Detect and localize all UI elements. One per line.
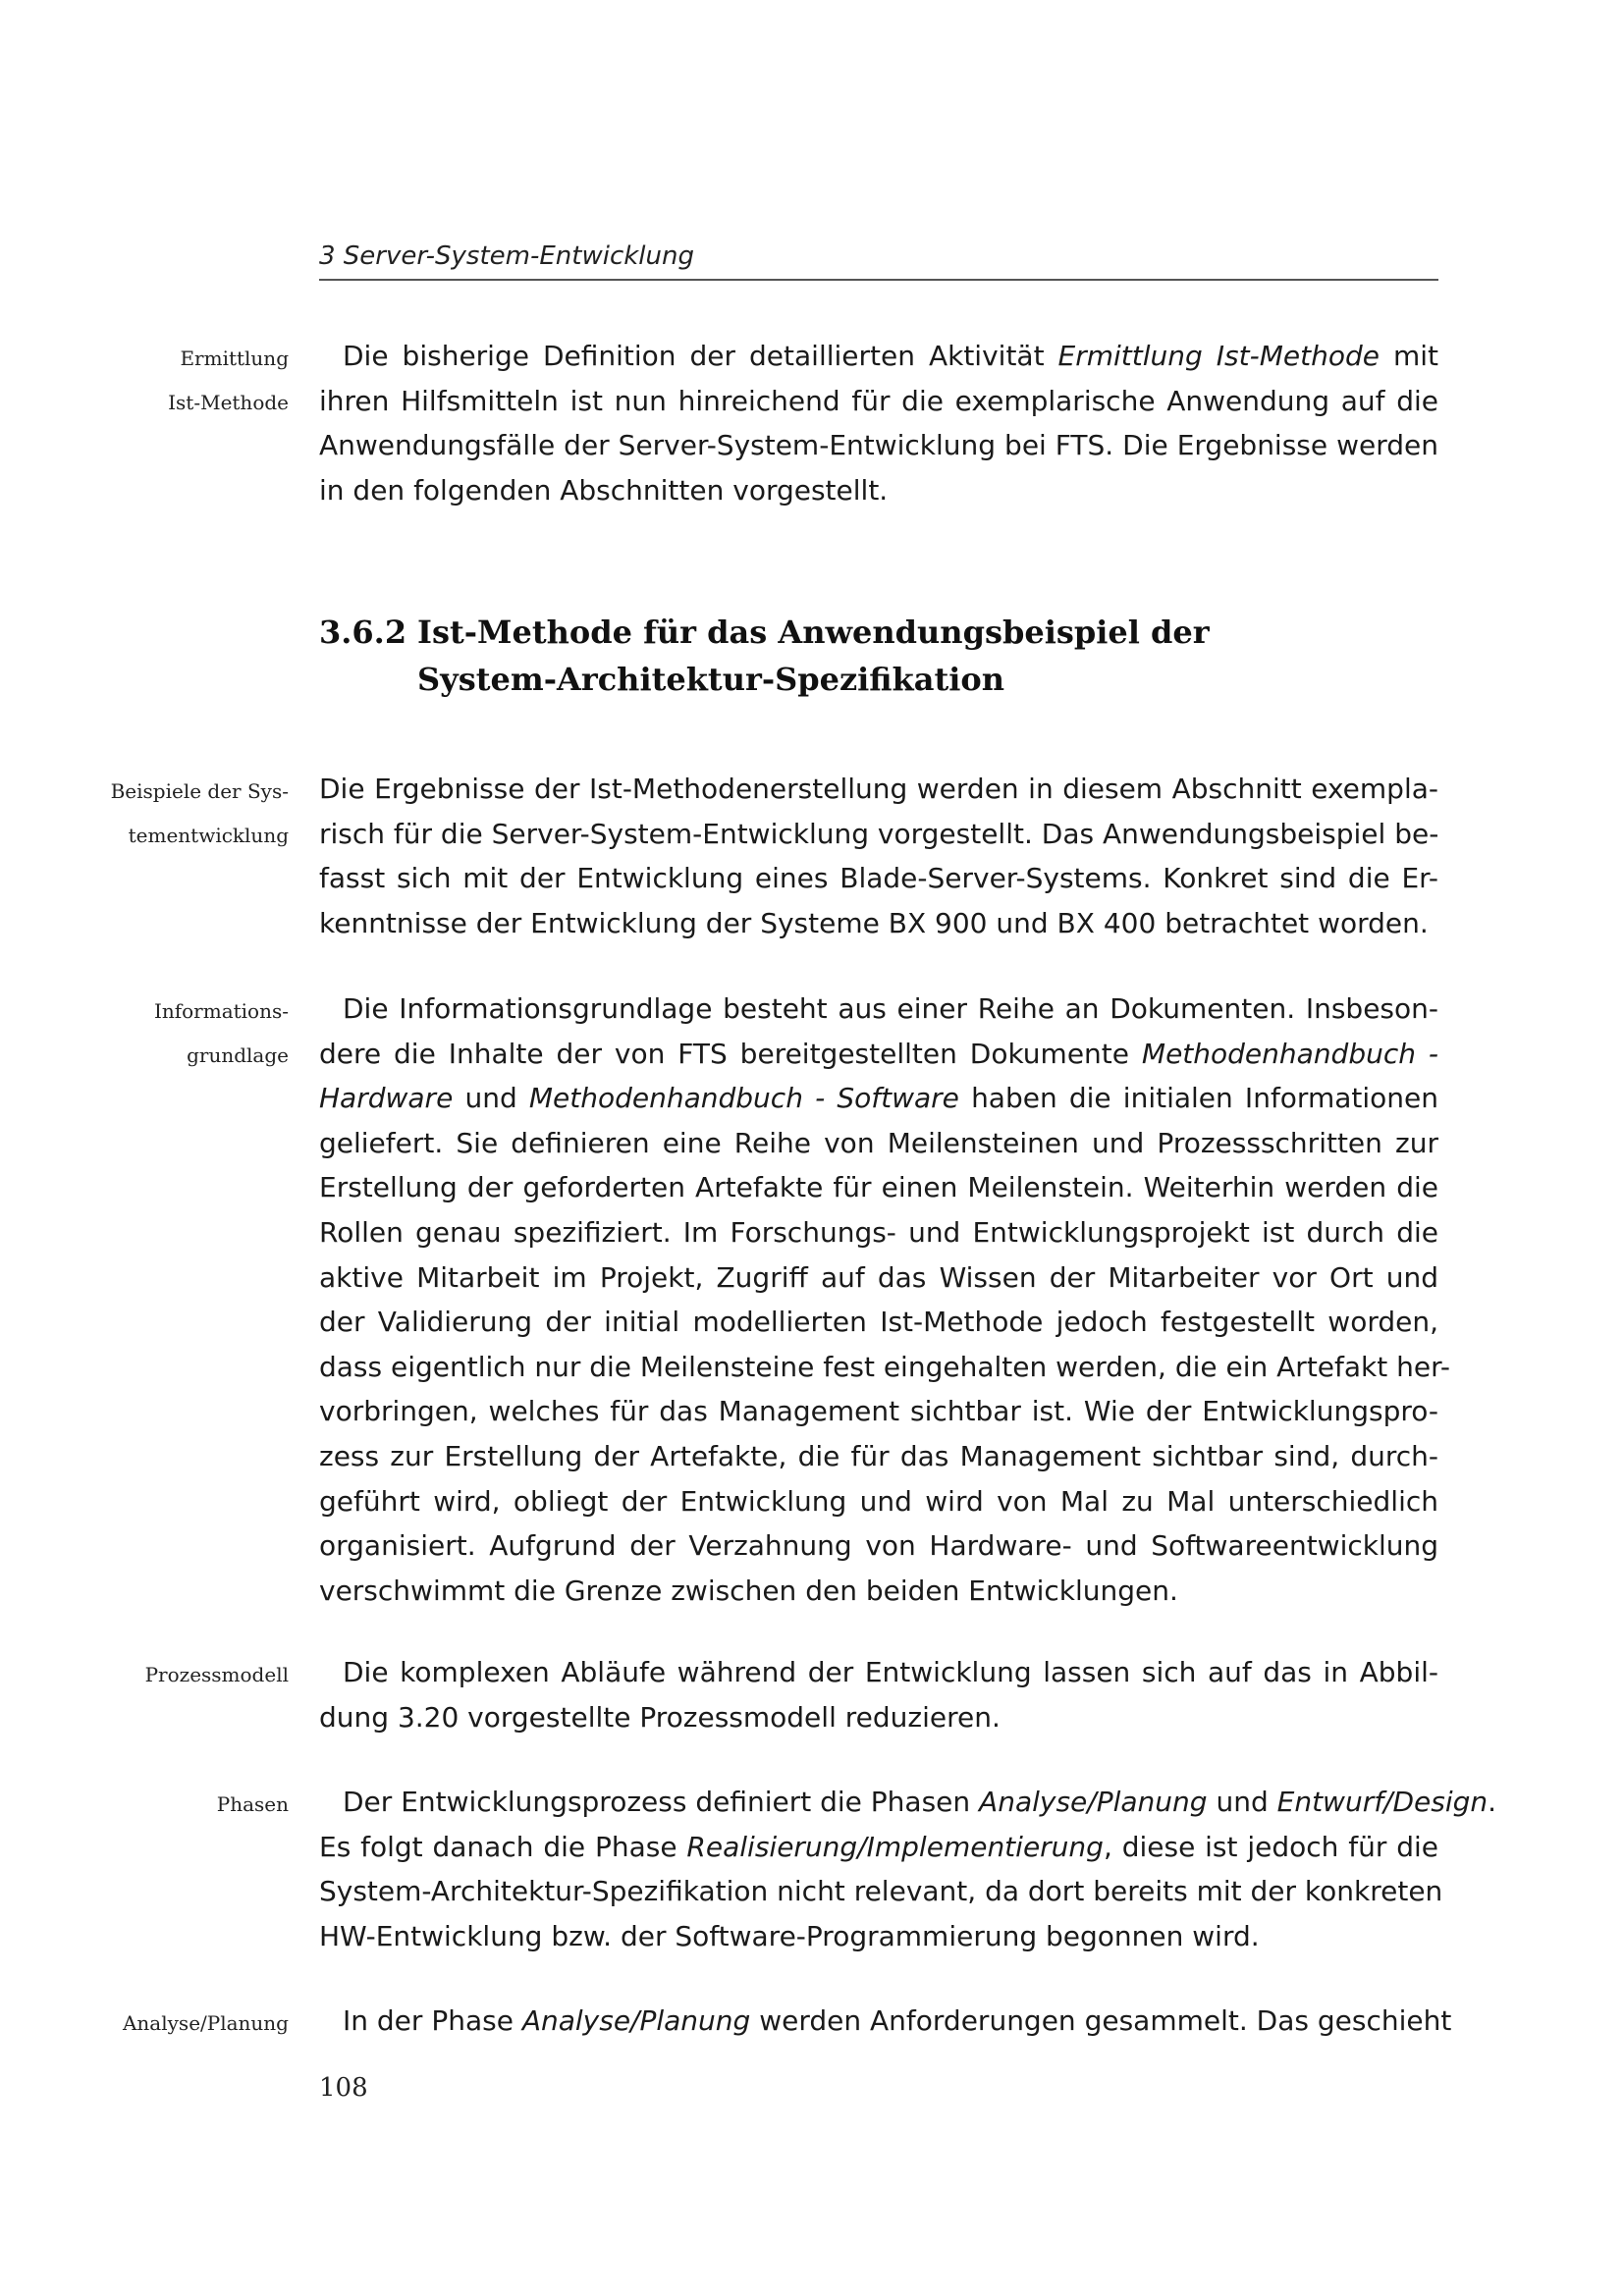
margin-note: Phasen xyxy=(216,1792,289,1816)
running-title: 3 Server-System-Entwicklung xyxy=(319,241,694,271)
paragraph: Die Ergebnisse der Ist-Methodenerstellung werden in diesem Abschnitt exempla- risch für die Server-System-Entwicklung vorgestellt. Das Anwendungsbeispiel be- fasst sich mit der Entwicklung eines Blade-Server-Systems. Konkret sind die Er- kenntnisse der Entwicklung der Systeme BX 900 und BX 400 betrachtet worden. xyxy=(319,773,1439,939)
section-title-line-1: Ist-Methode für das Anwendungsbeispiel der xyxy=(417,614,1210,651)
margin-note: Informations- grundlage xyxy=(153,999,289,1067)
paragraph: Die bisherige Definition der detaillierten Aktivität Ermittlung Ist-Methode mit ihren Hilfsmitteln ist nun hinreichend für die exemplarische Anwendung auf die Anwendungsfälle der Server-System-Entwicklung bei FTS. Die Ergebnisse werden in den folgenden Abschnitten vorgestellt. xyxy=(319,340,1438,507)
section-title-line-2: System-Architektur-Spezifikation xyxy=(417,661,1004,698)
section-number: 3.6.2 xyxy=(319,614,407,651)
paragraph: Die komplexen Abläufe während der Entwicklung lassen sich auf das in Abbil- dung 3.20 vorgestellte Prozessmodell reduzieren. xyxy=(319,1656,1438,1734)
paragraph: Die Informationsgrundlage besteht aus einer Reihe an Dokumenten. Insbeson- dere die Inhalte der von FTS bereitgestellten Dokumente Methodenhandbuch - Hardware und Methodenhandbuch - Software haben die initialen Informationen geliefert. Sie definieren eine Reihe von Meilensteinen und Prozessschritten zur Erstellung der geforderten Artefakte für einen Meilenstein. Weiterhin werden die Rollen genau spezifiziert. Im Forschungs- und Entwicklungsprojekt ist durch die aktive Mitarbeit im Projekt, Zugriff auf das Wissen der Mitarbeiter vor Ort und der Validierung der initial modellierten Ist-Methode jedoch festgestellt worden, dass eigentlich nur die Meilensteine fest eingehalten werden, die ein Artefakt her- vorbringen, welches für das Management sichtbar ist. Wie der Entwicklungspro- zess zur Erstellung der Artefakte, die für das Management sichtbar sind, durch- geführt wird, obliegt der Entwicklung und wird von Mal zu Mal unterschiedlich organisiert. Aufgrund der Verzahnung von Hardware- und Softwareentwicklung verschwimmt die Grenze zwischen den beiden Entwicklungen. xyxy=(319,992,1450,1607)
paragraph: In der Phase Analyse/Planung werden Anforderungen gesammelt. Das geschieht xyxy=(343,2004,1452,2037)
margin-note: Ermittlung Ist-Methode xyxy=(168,347,289,414)
margin-note: Beispiele der Sys- tementwicklung xyxy=(110,779,289,847)
running-header xyxy=(319,236,1438,281)
paragraph: Der Entwicklungsprozess definiert die Phasen Analyse/Planung und Entwurf/Design. Es folgt danach die Phase Realisierung/Implementierung, diese ist jedoch für die System-Architektur-Spezifikation nicht relevant, da dort bereits mit der konkreten HW-Entwicklung bzw. der Software-Programmierung begonnen wird. xyxy=(319,1786,1497,1952)
margin-note: Analyse/Planung xyxy=(122,2011,289,2035)
margin-note: Prozessmodell xyxy=(144,1663,289,1686)
page-number: 108 xyxy=(319,2073,368,2103)
